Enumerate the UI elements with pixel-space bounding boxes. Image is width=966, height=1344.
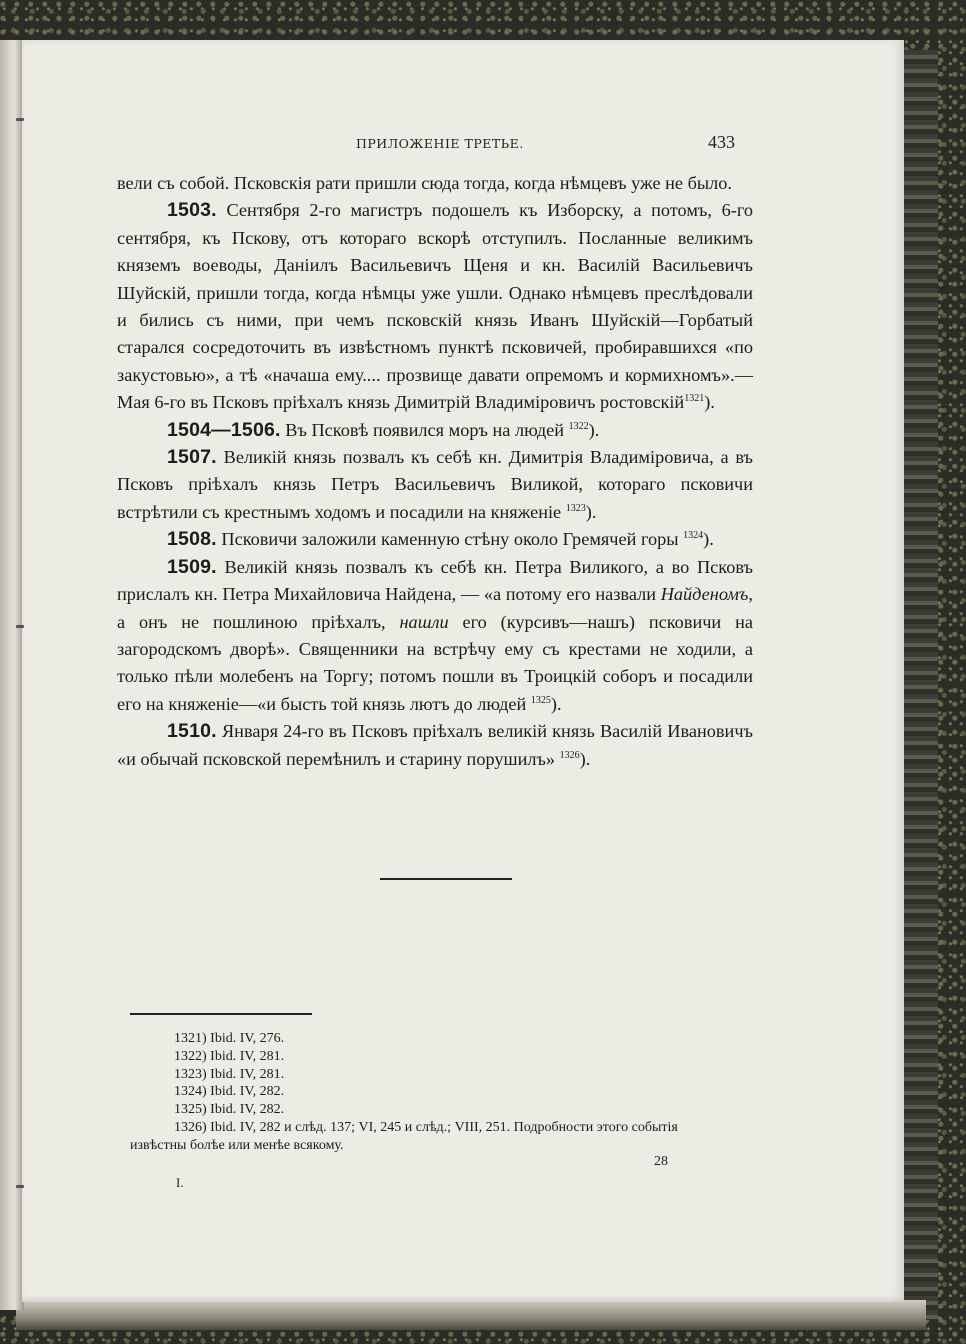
entry-1508 [117,526,753,553]
year-heading: 1503. [167,199,217,222]
entry-1507 [117,444,753,526]
running-head: ПРИЛОЖЕНІЕ ТРЕТЬЕ. [356,136,524,151]
entry-text: Сентября 2-го магистръ подошелъ къ Изборску, а потомъ, 6-го сентября, къ Пскову, отъ котораго вскорѣ отступилъ. Посланные великимъ княземъ воеводы, Даніилъ Васильевичъ Щеня и кн. Василій Васильевичъ Шуйскій, пришли тогда, когда нѣмцы уже ушли. Однако нѣмцевъ преслѣдовали и бились съ ними, при чемъ псковскій князь Иванъ Шуйскій—Горбатый старался сосредоточить въ извѣстномъ пунктѣ псковичей, пробиравшихся «по закустовью», а тѣ «начаша ему.... прозвище давати опремомъ и кормихномъ».—Мая 6-го въ Псковъ пріѣхалъ князь Димитрій Владиміровичъ ростовскій [117,200,753,413]
footnote-rule [130,1013,312,1015]
page-edges-right [904,50,938,1320]
entry-1504-1506 [117,417,753,444]
year-heading: 1504—1506. [167,418,281,441]
paragraph-continuation [117,170,753,197]
italic-text: нашли [399,611,449,632]
section-rule [380,878,512,880]
entry-1503 [117,197,753,416]
footnote-item: 1324) Ibid. IV, 282. [174,1084,285,1100]
entry-text: Псковичи заложили каменную стѣну около Гремячей горы [221,529,679,550]
punctuation: ). [703,529,714,550]
footnote-ref[interactable]: 1323 [565,502,586,514]
binding-stitch [16,118,24,121]
printer-signature: 28 [654,1154,668,1169]
entry-text: Въ Псковѣ появился моръ на людей [285,419,565,440]
entry-text: его (курсивъ—нашъ) псковичи на загородскомъ дворѣ». Священники на встрѣчу ему съ крестами не ходили, а только пѣли молебенъ на Торгу; потомъ пошли въ Троицкій соборъ и посадили его на княженіе—«и бысть той князь лютъ до людей [117,611,753,714]
footnote-item: 1322) Ibid. IV, 281. [174,1048,285,1064]
binding-stitch [16,1185,24,1188]
entry-1510 [117,718,753,773]
entry-text: Великій князь позвалъ къ себѣ кн. Димитрія Владиміровича, а въ Псковъ пріѣхалъ князь Петръ Васильевичъ Виликой, котораго псковичи встрѣтили съ крестнымъ ходомъ и посадили на княженіе [117,447,753,522]
entry-1509 [117,554,753,718]
year-heading: 1509. [167,555,217,578]
footnote-item: 1326) Ibid. IV, 282 и слѣд. 137; VI, 245 и слѣд.; VIII, 251. Подробности этого событія [174,1119,678,1135]
year-heading: 1507. [167,446,217,469]
paragraph-text: вели съ собой. Псковскія рати пришли сюда тогда, когда нѣмцевъ уже не было. [117,173,733,193]
punctuation: ). [588,419,600,440]
binding-stitch [16,625,24,628]
punctuation: ). [550,693,562,714]
punctuation: ). [579,748,591,769]
year-heading: 1508. [167,528,217,551]
footnote-continuation: извѣстны болѣе или менѣе всякому. [130,1137,344,1153]
footnote-ref[interactable]: 1326 [559,749,580,761]
footnote-ref[interactable]: 1324 [683,530,704,542]
footnote-item: 1325) Ibid. IV, 282. [174,1102,285,1118]
italic-text: Найденомъ, [660,584,753,605]
footnote-item: 1321) Ibid. IV, 276. [174,1031,285,1046]
footnotes [130,1030,760,1155]
footnote-ref[interactable]: 1325 [530,694,551,706]
sheet-mark: I. [176,1175,184,1190]
punctuation: ). [585,501,597,522]
page-number: 433 [708,132,735,152]
page-edges-bottom [16,1300,926,1330]
facing-page-edge [0,40,24,1310]
main-text [117,170,753,773]
entry-text: Января 24-го въ Псковъ пріѣхалъ великій князь Василій Ивановичъ «и обычай псковской перемѣнилъ и старину порушилъ» [117,721,753,769]
entry-text: Великій князь позвалъ къ себѣ кн. Петра Виликого, а во Псковъ прислалъ кн. Петра Михайловича Найдена, — «а потому его назвали [117,556,753,605]
footnote-ref[interactable]: 1321 [684,393,705,405]
footnote-item: 1323) Ibid. IV, 281. [174,1066,285,1082]
entry-text: а онъ не пошлиною пріѣхалъ, [117,611,386,632]
punctuation: ). [704,392,715,413]
year-heading: 1510. [167,720,217,743]
footnote-ref[interactable]: 1322 [568,420,589,432]
